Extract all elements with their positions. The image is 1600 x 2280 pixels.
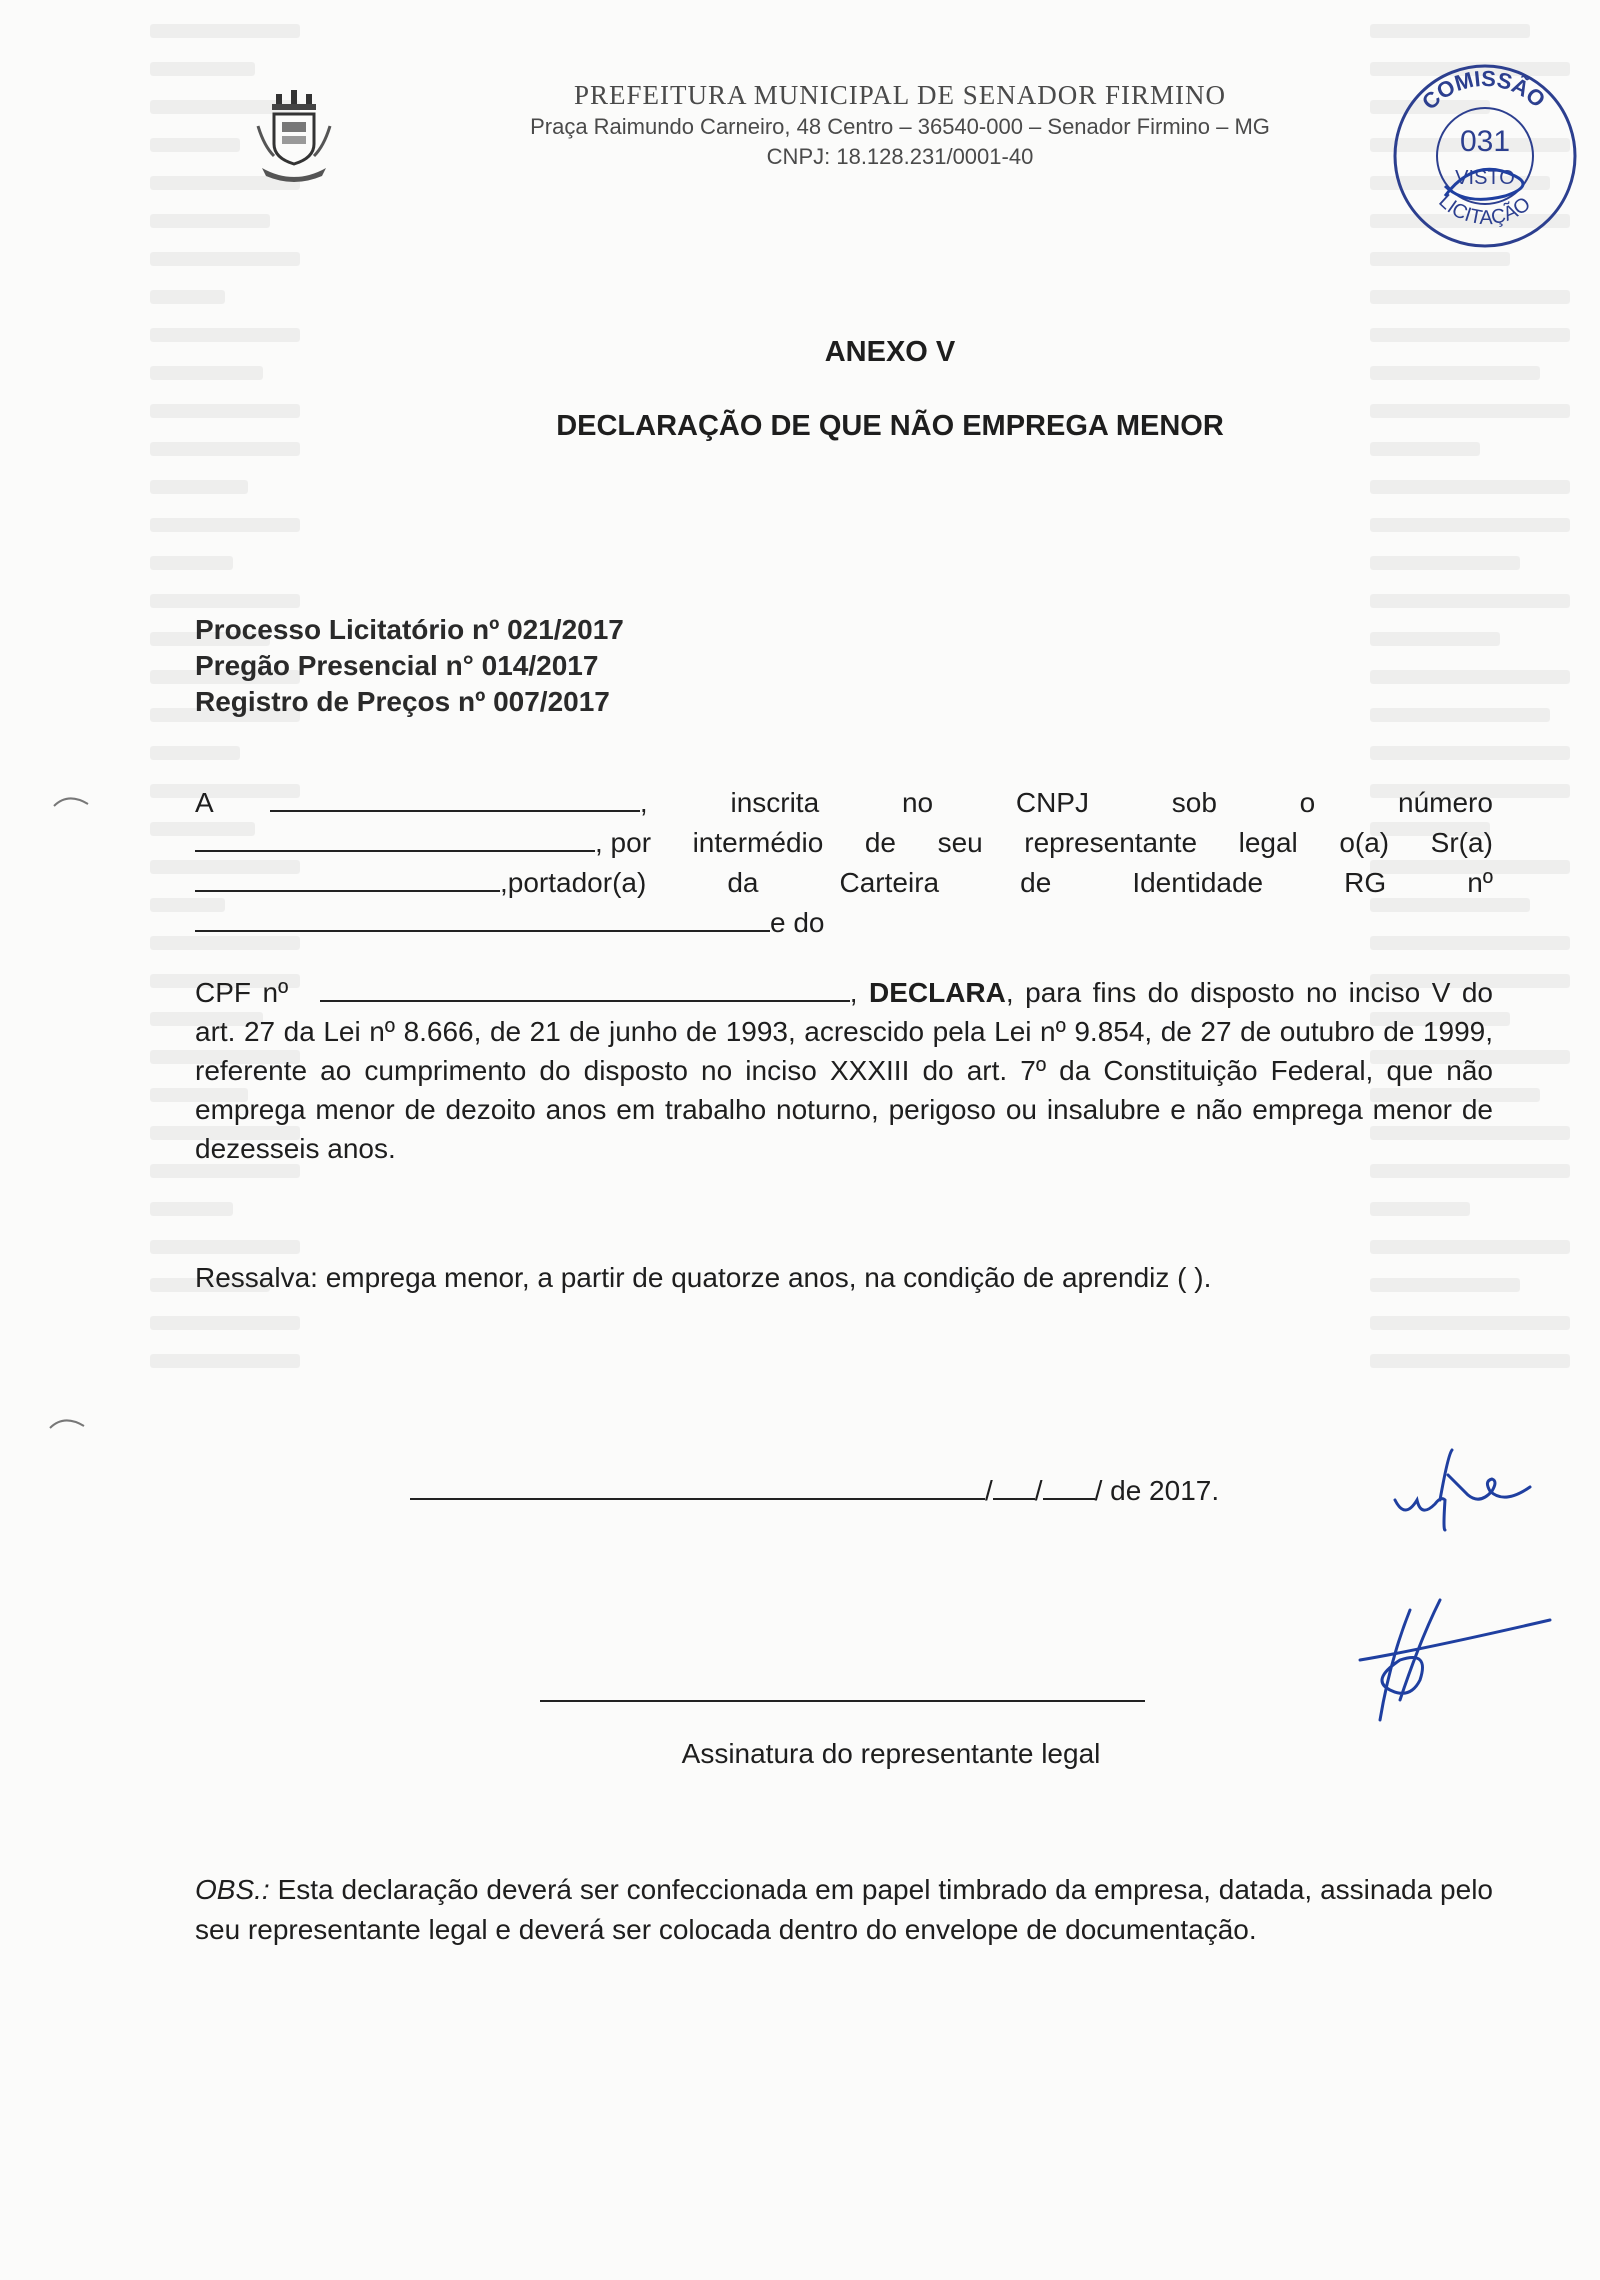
intro-word: e do (770, 907, 825, 938)
intro-line-1 (195, 782, 1493, 822)
intro-a: A (195, 787, 213, 818)
date-year-text: / de 2017. (1094, 1475, 1220, 1506)
process-registro: Registro de Preços nº 007/2017 (195, 686, 610, 717)
process-info (195, 612, 624, 720)
intro-word: no (901, 787, 934, 818)
rg-number-field[interactable] (195, 902, 770, 932)
org-name: PREFEITURA MUNICIPAL DE SENADOR FIRMINO (573, 80, 1227, 110)
declaration-paragraph (195, 972, 1493, 1168)
stamp-number: 031 (1459, 125, 1511, 158)
intro-word: da (727, 867, 759, 898)
cpf-comma: , (849, 977, 858, 1008)
date-line (410, 1470, 1219, 1507)
intro-word: RG (1344, 867, 1387, 898)
intro-word: sob (1171, 787, 1217, 818)
intro-word: número (1398, 787, 1493, 818)
commission-stamp (1385, 56, 1585, 256)
scan-artifact-mark (52, 790, 92, 810)
date-slash: / (1034, 1475, 1043, 1506)
obs-label: OBS.: (195, 1874, 270, 1905)
coat-of-arms-icon (248, 86, 340, 186)
cpf-label: CPF nº (195, 977, 289, 1008)
intro-line-3 (195, 862, 1493, 902)
intro-word: seu (937, 827, 983, 858)
org-address: Praça Raimundo Carneiro, 48 Centro – 36540-000 – Senador Firmino – MG (530, 114, 1270, 139)
declara-keyword: DECLARA (868, 977, 1006, 1008)
signature-line[interactable] (540, 1700, 1145, 1702)
stamp-visto: VISTO (1455, 167, 1515, 189)
intro-word: o (1299, 787, 1316, 818)
obs-text: Esta declaração deverá ser confeccionada em papel timbrado da empresa, datada, assinada pelo seu representante legal e deverá ser colocada dentro do envelope de documentação. (195, 1874, 1493, 1945)
process-licitatorio: Processo Licitatório nº 021/2017 (195, 614, 624, 645)
obs-paragraph (195, 1870, 1493, 1950)
ressalva-text: Ressalva: emprega menor, a partir de quatorze anos, na condição de aprendiz ( ). (195, 1262, 1212, 1293)
stamp-bottom-text: LICITAÇÃO (1434, 190, 1535, 230)
intro-word: legal (1238, 827, 1298, 858)
intro-word: Carteira (839, 867, 940, 898)
scan-artifact-mark (48, 1412, 88, 1432)
intro-word: Sr(a) (1430, 827, 1493, 858)
page-title: ANEXO V (824, 336, 956, 368)
day-field[interactable] (993, 1470, 1035, 1500)
page-subtitle: DECLARAÇÃO DE QUE NÃO EMPREGA MENOR (556, 410, 1224, 442)
intro-word: o(a) (1339, 827, 1390, 858)
intro-word: intermédio (692, 827, 824, 858)
declaration-body: , para fins do disposto no inciso V do art. 27 da Lei nº 8.666, de 21 de junho de 1993, acrescido pela Lei nº 9.854, de 27 de outubro de 1999, referente ao cumprimento do disposto no inciso XXXIII do art. 7º da Constituição Federal, que não emprega menor de dezoito anos em trabalho noturno, perigoso ou insalubre e não emprega menor de dezesseis anos. (195, 977, 1493, 1164)
intro-word: CNPJ (1015, 787, 1089, 818)
cnpj-number-field[interactable] (195, 822, 595, 852)
handwritten-signature (1340, 1580, 1560, 1730)
intro-word: , por (595, 827, 652, 858)
intro-paragraph (195, 782, 1493, 942)
intro-line-4 (195, 902, 1493, 942)
intro-comma: , (639, 787, 648, 818)
place-field[interactable] (410, 1470, 985, 1500)
cpf-number-field[interactable] (320, 972, 850, 1002)
intro-word: ,portador(a) (500, 867, 647, 898)
org-cnpj: CNPJ: 18.128.231/0001-40 (766, 144, 1034, 169)
signature-label: Assinatura do representante legal (681, 1738, 1101, 1769)
company-name-field[interactable] (270, 782, 640, 812)
intro-word: de (864, 827, 897, 858)
intro-line-2 (195, 822, 1493, 862)
stamp-top-text: COMISSÃO (1416, 65, 1551, 115)
month-field[interactable] (1043, 1470, 1095, 1500)
intro-word: Identidade (1132, 867, 1264, 898)
process-pregao: Pregão Presencial n° 014/2017 (195, 650, 599, 681)
letterhead (400, 78, 1400, 172)
intro-word: inscrita (730, 787, 820, 818)
representative-name-field[interactable] (195, 862, 500, 892)
handwritten-initials (1390, 1445, 1570, 1535)
date-slash: / (985, 1475, 993, 1506)
intro-word: representante (1024, 827, 1198, 858)
intro-word: nº (1467, 867, 1493, 898)
intro-word: de (1020, 867, 1052, 898)
svg-text:LICITAÇÃO (1434, 190, 1534, 229)
